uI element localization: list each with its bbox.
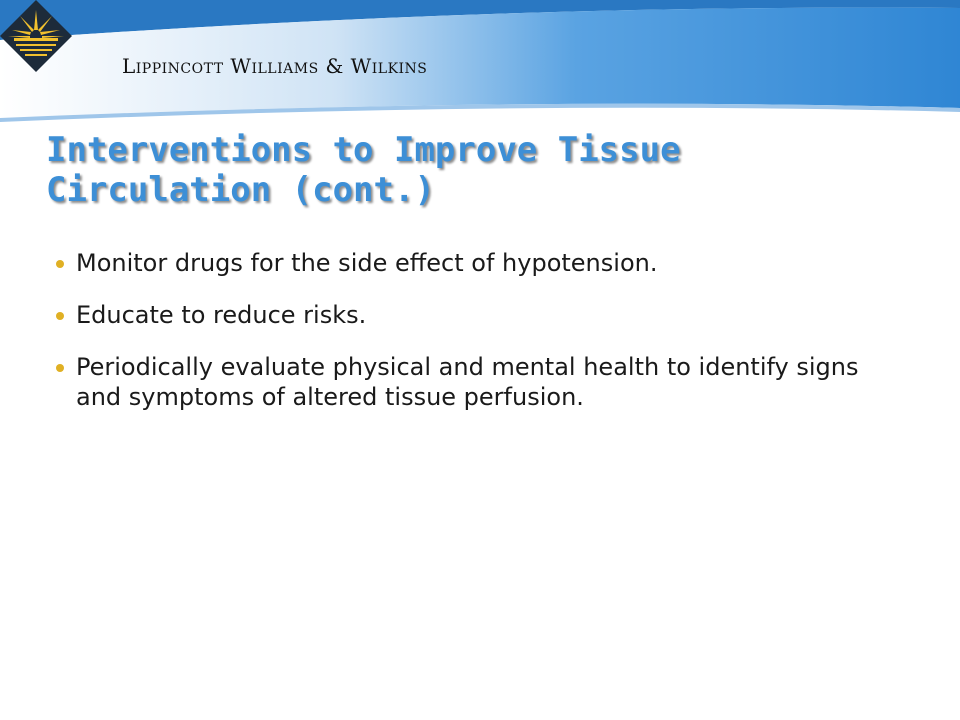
bullet-text: Educate to reduce risks. [76,301,367,329]
bullet-item [56,300,896,330]
header-banner [0,0,960,125]
slide-title: Interventions to Improve Tissue Circulation (cont.) [46,130,681,210]
bullet-dot-icon [56,364,64,372]
bullet-item [56,352,896,412]
bullet-dot-icon [56,312,64,320]
bullet-list [56,248,896,434]
bullet-item [56,248,896,278]
bullet-dot-icon [56,260,64,268]
bullet-text: Periodically evaluate physical and mental health to identify signs and symptoms of altered tissue perfusion. [76,353,859,411]
bullet-text: Monitor drugs for the side effect of hypotension. [76,249,658,277]
starburst-diamond-logo-icon [0,0,72,72]
publisher-name: Lippincott Williams & Wilkins [122,54,428,78]
